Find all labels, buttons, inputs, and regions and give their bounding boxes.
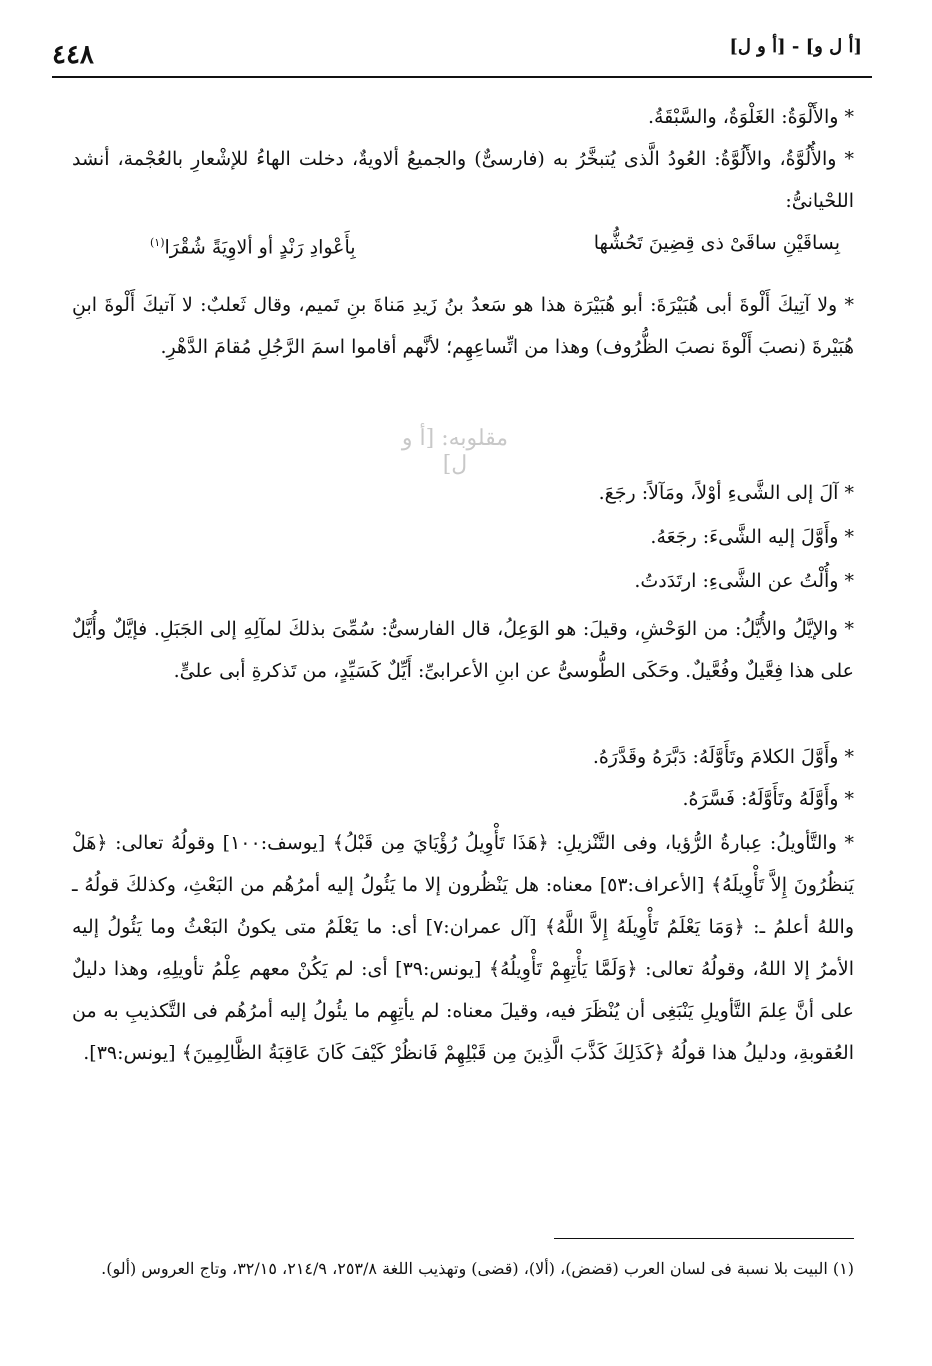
header-rule: [52, 76, 872, 78]
entry-awwalahu-fassarahu: * وأَوَّلَهُ وتَأَوَّلَهُ: فَسَّرَهُ.: [682, 788, 854, 810]
entry-aal-rajaa: * آلَ إلى الشَّىءِ أوْلاً، ومَآلاً: رجَعَ.: [598, 482, 854, 504]
entry-tawil: * والتَّأويلُ: عِبارةُ الرُّؤيا، وفى التَّنْزيلِ: ﴿هَذَا تَأْوِيلُ رُؤْيَايَ مِن قَبْلُ﴾ [يوسف:١٠٠] وقولُهُ تعالى: ﴿هَلْ يَنظُرُونَ إِلاَّ تَأْوِيلَهُ﴾ [الأعراف:٥٣] معناه: هل يَنْظُرون إلا ما يَئُولُ إليه أمرُهُم من البَعْثِ، وكذلكَ قولُهُ ـ واللهُ أعلمُ ـ: ﴿وَمَا يَعْلَمُ تَأْوِيلَهُ إِلاَّ اللَّهُ﴾ [آل عمران:٧] أى: ما يَعْلَمُ متى يكونُ البَعْثُ وما يَئُولُ إليه الأمرُ إلا اللهُ، وقولُهُ تعالى: ﴿وَلَمَّا يَأْتِهِمْ تَأْوِيلُهُ﴾ [يونس:٣٩] أى: لم يَكُنْ معهم عِلْمُ تأويلِهِ، وهذا دليلٌ على أنَّ عِلمَ التَّأويلِ يَنْبَغِى أن يُنْظَرَ فيه، وقيلَ معناه: لم يأتِهِم ما يئُولُ إليه أمرُهُم فى التَّكذيبِ به من العُقوبةِ، ودليلُ هذا قولُهُ ﴿كَذَلِكَ كَذَّبَ الَّذِينَ مِن قَبْلِهِمْ فَانظُرْ كَيْفَ كَانَ عَاقِبَةُ الظَّالِمِينَ﴾ [يونس:٣٩].: [72, 832, 855, 1064]
footnote-rule: [554, 1238, 854, 1239]
poetry-verse: [150, 222, 840, 264]
section-separator: مقلوبه: [أ و ل]: [401, 426, 509, 477]
entry-aluwwa-oud: * والأُلُوَّةُ، والأَلُوَّةُ: العُودُ الَّذى يُتبخَّرُ به (فارسىٌّ) والجميعُ ألاويةٌ، دخلت الهاءُ للإشْعارِ بالعُجْمة، أنشد اللحْيانىُّ:: [72, 148, 854, 212]
entry-alwat-abi-hubayra: * ولا آتِيكَ أَلْوةَ أبى هُبَيْرَةَ: أبو هُبَيْرَة هذا هو سَعدُ بنُ زَيدِ مَناةَ بنِ تَميم، وقال ثَعلبٌ: لا آتيكَ أَلْوةَ ابنِ هُبَيْرةَ (نصبَ أَلْوةَ نصبَ الظُّرُوف) وهذا من اتِّساعِهِم؛ لأنَّهم أقاموا اسمَ الرَّجُلِ مُقامَ الدَّهْرِ.: [72, 294, 854, 358]
entry-awwala-kalam: * وأَوَّلَ الكلامَ وتَأَوَّلَهُ: دَبَّرَهُ وقَدَّرَهُ.: [592, 746, 854, 768]
footnote-marker: (١): [150, 236, 165, 249]
entry-ultu-irtadadtu: * وأُلْتُ عن الشَّىءِ: ارتَدَدتُ.: [634, 570, 854, 592]
running-header: [أ ل و] - [أ و ل]: [729, 36, 862, 57]
footnote: (١) البيت بلا نسبة فى لسان العرب (قضض)، (ألا)، (قضى) وتهذيب اللغة ٢٥٣/٨، ٢١٤/٩، ٣٢/١٥، وتاج العروس (ألو).: [101, 1259, 854, 1278]
page-number: ٤٤٨: [52, 40, 94, 70]
entry-awwala-rajaahu: * وأَوَّلَ إليه الشَّىءَ: رجَعَهُ.: [650, 526, 854, 548]
entry-aluwa-ghalwa: * والأَلْوَةُ: الغَلْوَةُ، والسَّبْقَةُ.: [647, 106, 854, 128]
verse-hemistich-first: بِساقَيْنِ ساقَىْ ذى قِضِينَ تَحُشُّها: [593, 232, 840, 254]
entry-ayyil-wal: * والإيَّلُ والأُيَّلُ: من الوَحْشِ، وقيلَ: هو الوَعِلُ، قال الفارسىُّ: سُمِّىَ بذلكَ لمآلِهِ إلى الجَبَلِ. فإيَّلٌ وأُيَّلٌ على هذا فِعَّيلٌ وفُعَّيلٌ. وحَكَى الطُّوسىُّ عن ابنِ الأعرابىِّ: أَيِّلٌ كَسَيِّدٍ، من تَذكرةِ أبى علىٍّ.: [72, 618, 854, 682]
verse-hemistich-second: بِأَعْوادِ رَنْدٍ أو ألاوِيَةً شُقْرَا$^{(١)}$: [150, 236, 356, 259]
